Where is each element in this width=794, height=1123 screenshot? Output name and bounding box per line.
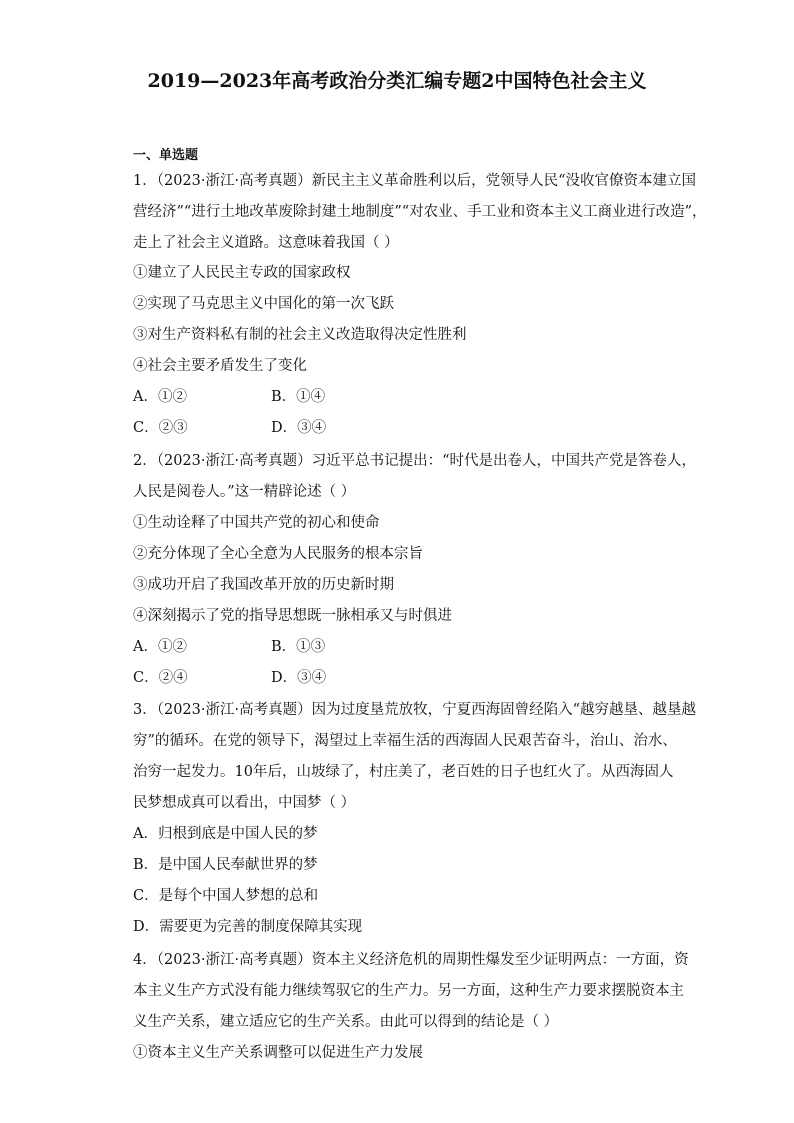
q3-stem-line-3: 治穷一起发力。10年后，山坡绿了，村庄美了，老百姓的日子也红火了。从西海固人 <box>133 764 674 780</box>
q3-option-d: D．需要更为完善的制度保障其实现 <box>133 919 363 935</box>
q4-stem-line-1: 4．（2023·浙江·高考真题）资本主义经济危机的周期性爆发至少证明两点：一方面，资 <box>133 952 689 968</box>
q1-statement-3: ③对生产资料私有制的社会主义改造取得决定性胜利 <box>133 327 467 343</box>
q3-stem-line-4: 民梦想成真可以看出，中国梦（ ） <box>133 795 356 811</box>
q2-option-d: D．③④ <box>271 670 327 686</box>
q3-stem-line-2: 穷”的循环。在党的领导下，渴望过上幸福生活的西海固人民艰苦奋斗，治山、治水、 <box>133 733 677 749</box>
q1-stem-line-2: 营经济”“进行土地改革废除封建土地制度”“对农业、手工业和资本主义工商业进行改造”， <box>133 204 707 220</box>
q3-option-c: C．是每个中国人梦想的总和 <box>133 888 319 904</box>
q2-statement-2: ②充分体现了全心全意为人民服务的根本宗旨 <box>133 546 423 562</box>
q1-statement-1: ①建立了人民民主专政的国家政权 <box>133 265 351 281</box>
page-title: 2019—2023年高考政治分类汇编专题2中国特色社会主义 <box>147 70 647 92</box>
q3-option-a: A．归根到底是中国人民的梦 <box>133 826 318 842</box>
q2-statement-1: ①生动诠释了中国共产党的初心和使命 <box>133 515 380 531</box>
q4-statement-1: ①资本主义生产关系调整可以促进生产力发展 <box>133 1045 423 1061</box>
q4-stem-line-2: 本主义生产方式没有能力继续驾驭它的生产力。另一方面，这种生产力要求摆脱资本主 <box>133 983 684 999</box>
q2-statement-4: ④深刻揭示了党的指导思想既一脉相承又与时俱进 <box>133 608 452 624</box>
q2-option-b: B．①③ <box>271 639 326 655</box>
q1-option-a: A．①② <box>133 389 187 405</box>
q1-stem-line-3: 走上了社会主义道路。这意味着我国（ ） <box>133 235 399 251</box>
q2-option-a: A．①② <box>133 639 187 655</box>
q3-stem-line-1: 3．（2023·浙江·高考真题）因为过度垦荒放牧，宁夏西海固曾经陷入“越穷越垦、越垦越 <box>133 702 697 718</box>
q2-option-c: C．②④ <box>133 670 188 686</box>
q2-stem-line-1: 2．（2023·浙江·高考真题）习近平总书记提出：“时代是出卷人，中国共产党是答卷人， <box>133 453 697 469</box>
q1-option-d: D．③④ <box>271 420 327 436</box>
q1-stem-line-1: 1．（2023·浙江·高考真题）新民主主义革命胜利以后，党领导人民“没收官僚资本建立国 <box>133 173 697 189</box>
q3-option-b: B．是中国人民奉献世界的梦 <box>133 857 318 873</box>
q2-stem-line-2: 人民是阅卷人。”这一精辟论述（ ） <box>133 484 356 500</box>
q1-option-c: C．②③ <box>133 420 188 436</box>
q1-option-b: B．①④ <box>271 389 326 405</box>
q2-statement-3: ③成功开启了我国改革开放的历史新时期 <box>133 577 394 593</box>
q4-stem-line-3: 义生产关系，建立适应它的生产关系。由此可以得到的结论是（ ） <box>133 1014 559 1030</box>
section-heading: 一、单选题 <box>133 148 199 163</box>
q1-statement-4: ④社会主要矛盾发生了变化 <box>133 358 307 374</box>
q1-statement-2: ②实现了马克思主义中国化的第一次飞跃 <box>133 296 394 312</box>
